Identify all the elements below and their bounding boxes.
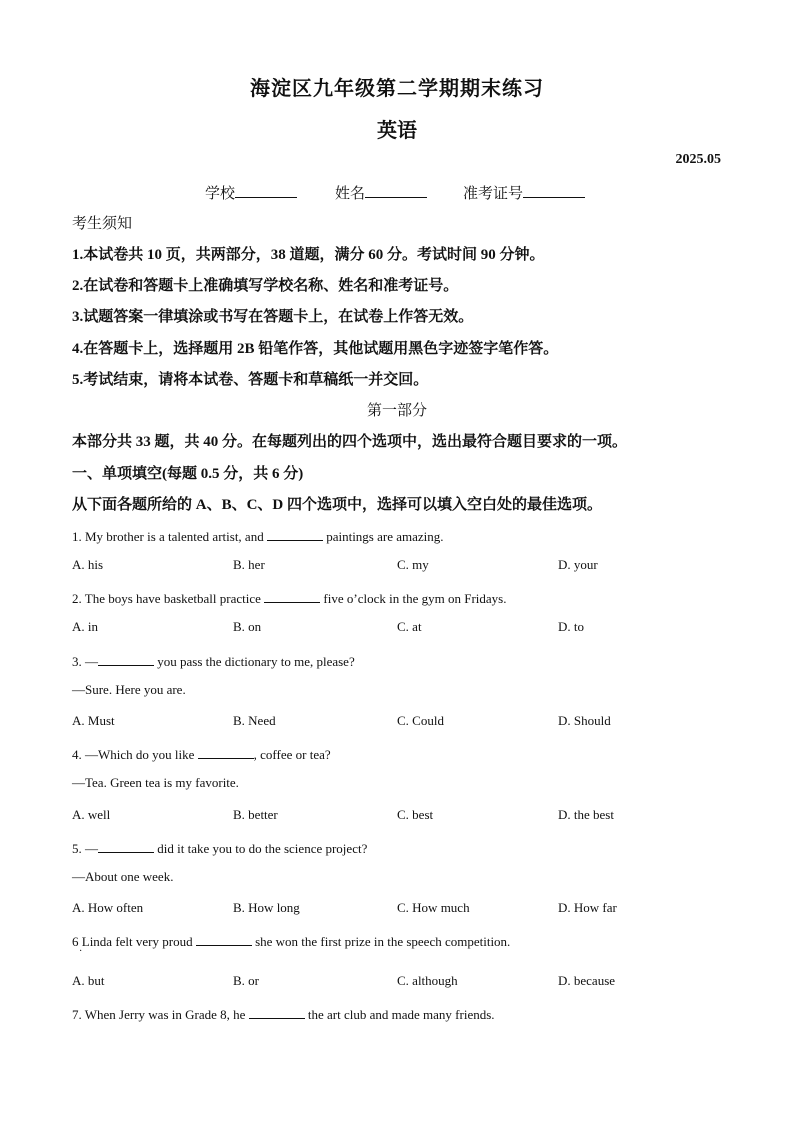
notice-heading: 考生须知 — [72, 216, 133, 232]
part-heading: 第一部分 — [366, 403, 427, 419]
notice-item: 1.本试卷共 10 页，共两部分，38 道题，满分 60 分。考试时间 90 分钟。 — [72, 247, 545, 263]
option-c: C. my — [397, 557, 429, 572]
option-b: B. or — [233, 973, 259, 988]
option-d: D. to — [558, 619, 584, 634]
question-text-post: the art club and made many friends. — [304, 1007, 495, 1022]
question-reply: —Sure. Here you are. — [72, 682, 186, 697]
option-b: B. better — [233, 807, 278, 822]
school-blank — [235, 183, 297, 198]
answer-blank — [264, 588, 320, 603]
question-text-post: you pass the dictionary to me, please? — [154, 654, 355, 669]
option-d: D. your — [558, 557, 598, 572]
section-instruction: 从下面各题所给的 A、B、C、D 四个选项中，选择可以填入空白处的最佳选项。 — [72, 497, 603, 513]
question-text-pre: 5. — — [72, 841, 98, 856]
option-b: B. on — [233, 619, 262, 634]
question-7 — [72, 1004, 495, 1023]
option-c: C. Could — [397, 713, 444, 728]
notice-item: 5.考试结束，请将本试卷、答题卡和草稿纸一并交回。 — [72, 372, 429, 388]
question-1 — [72, 526, 444, 545]
notice-item: 4.在答题卡上，选择题用 2B 铅笔作答，其他试题用黑色字迹签字笔作答。 — [72, 341, 559, 357]
option-c: C. at — [397, 619, 422, 634]
answer-blank — [98, 838, 154, 853]
question-reply: —Tea. Green tea is my favorite. — [72, 775, 239, 790]
name-label: 姓名 — [335, 186, 366, 202]
question-text-post: five o’clock in the gym on Fridays. — [320, 591, 507, 606]
question-text-post: , coffee or tea? — [253, 747, 331, 762]
stray-dot-mark: · — [79, 946, 83, 957]
exam-subject: 英语 — [377, 120, 417, 142]
option-d: D. because — [558, 973, 616, 988]
question-text-post: she won the first prize in the speech competition. — [251, 934, 511, 949]
option-a: A. How often — [72, 900, 144, 915]
name-blank — [365, 183, 427, 198]
question-text-pre: 3. — — [72, 654, 98, 669]
answer-blank — [196, 931, 252, 946]
option-b: B. How long — [233, 900, 300, 915]
option-b: B. her — [233, 557, 265, 572]
question-text-pre: 6 Linda felt very proud — [72, 934, 196, 949]
option-c: C. although — [397, 973, 458, 988]
option-d: D. How far — [558, 900, 617, 915]
notice-item: 3.试题答案一律填涂或书写在答题卡上，在试卷上作答无效。 — [72, 309, 474, 325]
question-text-pre: 2. The boys have basketball practice — [72, 591, 265, 606]
exam-title: 海淀区九年级第二学期期末练习 — [250, 78, 544, 100]
exam-number-field — [463, 182, 585, 203]
notice-item: 2.在试卷和答题卡上准确填写学校名称、姓名和准考证号。 — [72, 278, 459, 294]
question-reply: —About one week. — [72, 869, 174, 884]
exam-date: 2025.05 — [675, 152, 721, 167]
school-label: 学校 — [205, 186, 236, 202]
option-b: B. Need — [233, 713, 276, 728]
answer-blank — [98, 651, 154, 666]
question-text-pre: 1. My brother is a talented artist, and — [72, 529, 267, 544]
option-a: A. in — [72, 619, 98, 634]
option-a: A. Must — [72, 713, 115, 728]
option-a: A. his — [72, 557, 104, 572]
option-c: C. How much — [397, 900, 470, 915]
option-a: A. well — [72, 807, 111, 822]
question-4 — [72, 744, 331, 763]
section-title: 一、单项填空(每题 0.5 分，共 6 分) — [72, 466, 304, 482]
option-d: D. Should — [558, 713, 611, 728]
question-text-pre: 7. When Jerry was in Grade 8, he — [72, 1007, 249, 1022]
option-d: D. the best — [558, 807, 614, 822]
exam-number-label: 准考证号 — [463, 186, 524, 202]
option-a: A. but — [72, 973, 105, 988]
question-text-post: paintings are amazing. — [322, 529, 444, 544]
name-field — [335, 182, 427, 203]
school-field — [205, 182, 297, 203]
question-text-pre: 4. —Which do you like — [72, 747, 198, 762]
question-6 — [72, 931, 510, 950]
answer-blank — [249, 1004, 305, 1019]
answer-blank — [198, 744, 254, 759]
question-5 — [72, 838, 367, 857]
question-3 — [72, 651, 355, 670]
answer-blank — [267, 526, 323, 541]
option-c: C. best — [397, 807, 434, 822]
question-text-post: did it take you to do the science project? — [154, 841, 368, 856]
exam-number-blank — [523, 183, 585, 198]
part-intro: 本部分共 33 题，共 40 分。在每题列出的四个选项中，选出最符合题目要求的一项。 — [72, 434, 628, 450]
question-2 — [72, 588, 506, 607]
